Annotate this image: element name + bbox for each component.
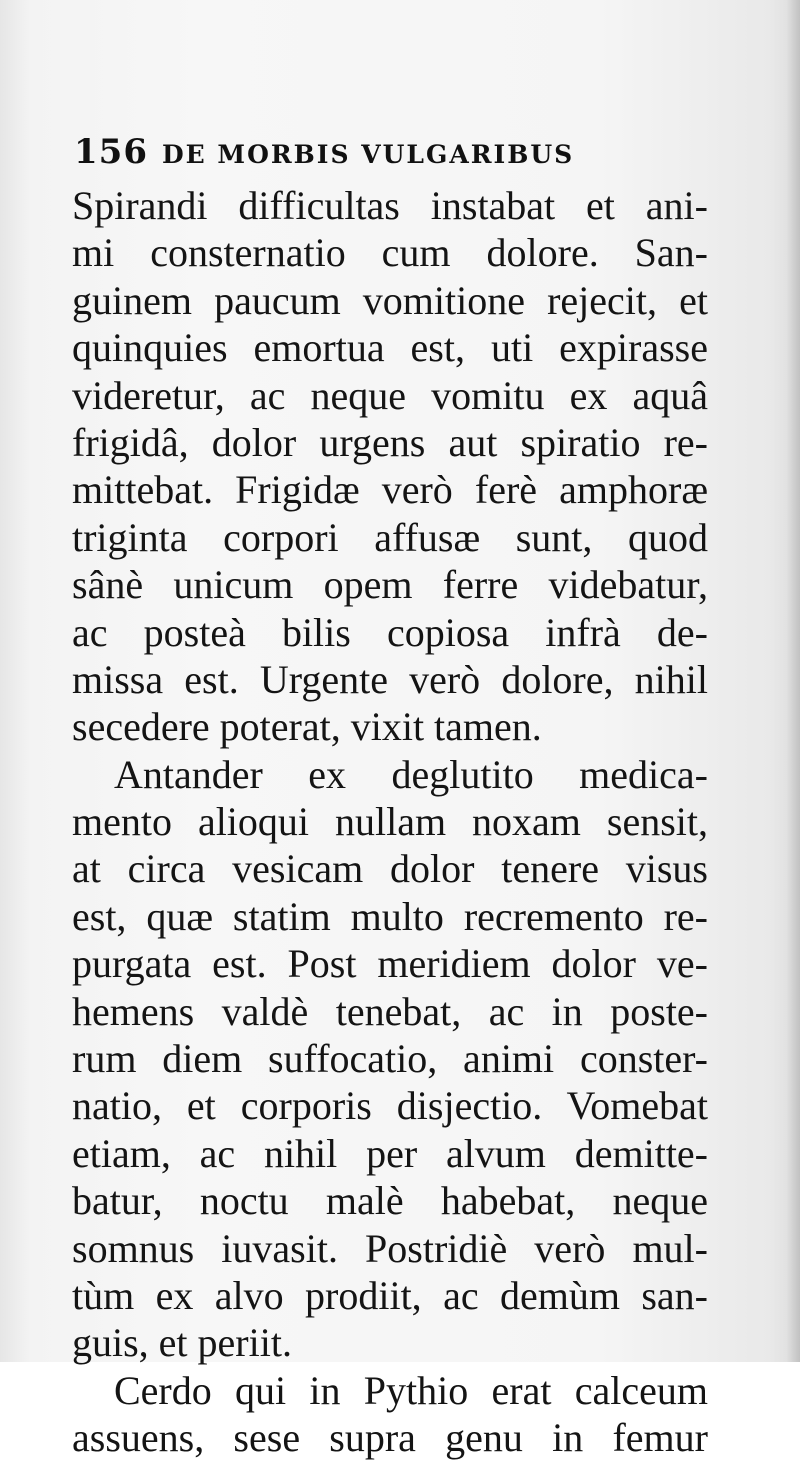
text-line: guinem paucum vomitione rejecit, et bbox=[72, 277, 708, 323]
paragraph-end-line: secedere poterat, vixit tamen. bbox=[72, 704, 542, 750]
running-head bbox=[74, 132, 575, 172]
paragraph-first-line: Cerdo qui in Pythio erat calceum bbox=[114, 1367, 708, 1413]
text-line: sânè unicum opem ferre videbatur, bbox=[72, 562, 708, 608]
body-text bbox=[72, 182, 708, 1462]
text-line: frigidâ, dolor urgens aut spiratio re- bbox=[72, 419, 708, 465]
text-line: batur, noctu malè habebat, neque bbox=[72, 1178, 708, 1224]
text-line: assuens, sese supra genu in femur bbox=[72, 1415, 708, 1461]
page-edge-shadow bbox=[786, 0, 800, 1362]
text-line: quinquies emortua est, uti expirasse bbox=[72, 325, 708, 371]
text-line: est, quæ statim multo recremento re- bbox=[72, 893, 708, 939]
text-line: at circa vesicam dolor tenere visus bbox=[72, 846, 708, 892]
text-line: missa est. Urgente verò dolore, nihil bbox=[72, 656, 708, 702]
text-line: tùm ex alvo prodiit, ac demùm san- bbox=[72, 1272, 708, 1318]
text-line: triginta corpori affusæ sunt, quod bbox=[72, 514, 708, 560]
text-line: purgata est. Post meridiem dolor ve- bbox=[72, 941, 708, 987]
text-line: etiam, ac nihil per alvum demitte- bbox=[72, 1130, 708, 1176]
page-number: 156 bbox=[74, 132, 148, 172]
text-line: somnus iuvasit. Postridiè verò mul- bbox=[72, 1225, 708, 1271]
text-line: natio, et corporis disjectio. Vomebat bbox=[72, 1083, 708, 1129]
text-line: Spirandi difficultas instabat et ani- bbox=[72, 183, 708, 228]
paragraph-end-line: guis, et periit. bbox=[72, 1320, 292, 1366]
text-line: mi consternatio cum dolore. San- bbox=[72, 230, 708, 276]
text-line: mittebat. Frigidæ verò ferè amphoræ bbox=[72, 467, 708, 513]
text-line: videretur, ac neque vomitu ex aquâ bbox=[72, 372, 708, 418]
text-line: hemens valdè tenebat, ac in poste- bbox=[72, 988, 708, 1034]
text-line: ac posteà bilis copiosa infrà de- bbox=[72, 609, 708, 655]
running-title: DE MORBIS VULGARIBUS bbox=[161, 140, 575, 169]
text-line: rum diem suffocatio, animi conster- bbox=[72, 1036, 708, 1082]
paragraph-first-line: Antander ex deglutito medica- bbox=[114, 751, 708, 797]
text-line: mento alioqui nullam noxam sensit, bbox=[72, 799, 708, 845]
